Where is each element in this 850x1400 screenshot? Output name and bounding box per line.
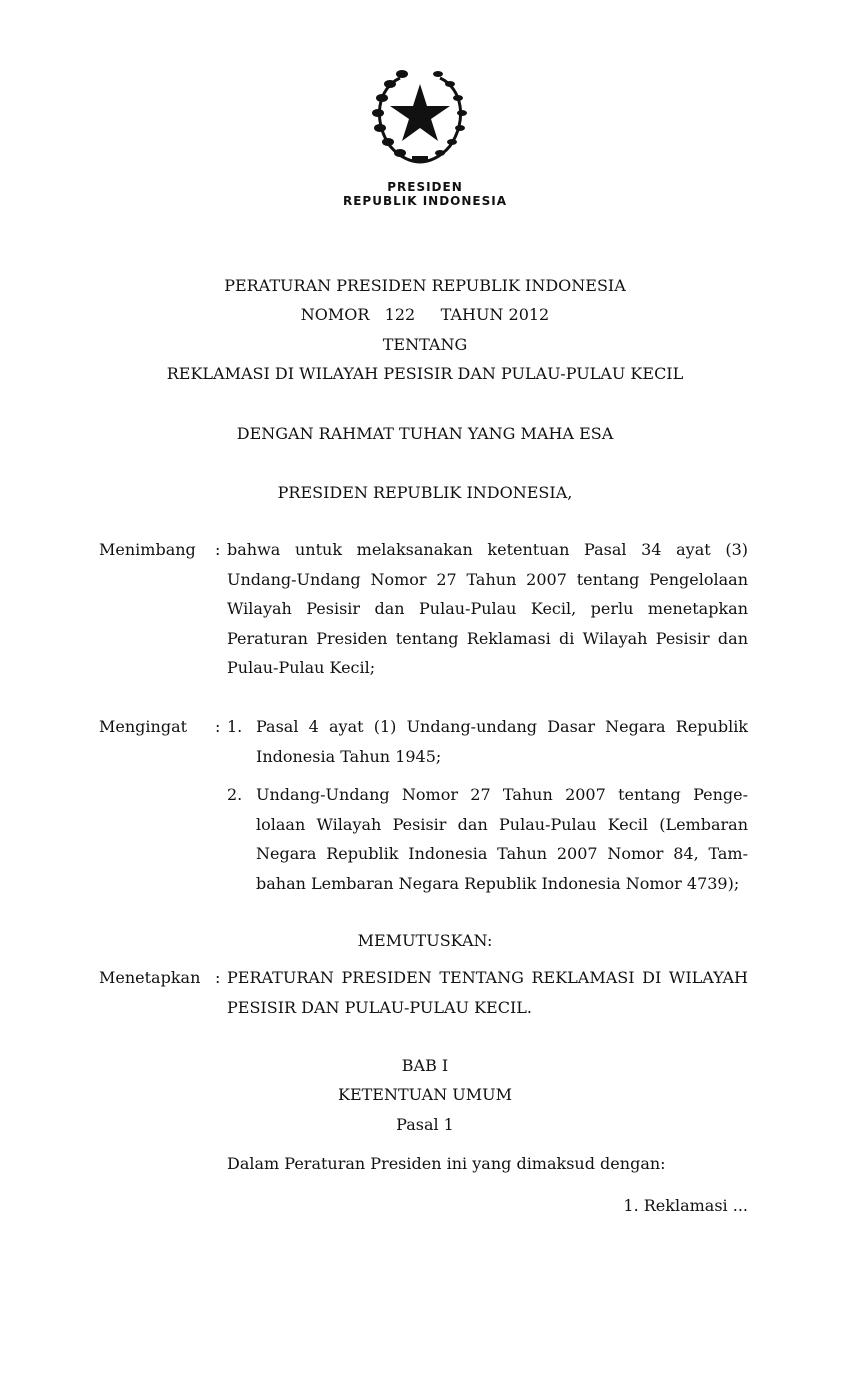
chapter-number: BAB I (401, 1056, 449, 1075)
memutuskan-heading: MEMUTUSKAN: (357, 931, 493, 950)
mengingat-colon: : (215, 717, 221, 736)
menetapkan-text: PERATURAN PRESIDEN TENTANG REKLAMASI DI WILAYAH PESISIR DAN PULAU-PULAU KECIL. (227, 968, 748, 1017)
menimbang-text: bahwa untuk melaksanakan ketentuan Pasal 34 ayat (3) Undang-Undang Nomor 27 Tahun 2007 tentang Pengelolaan Wilayah Pesisir dan Pulau-Pulau Kecil, perlu menetapkan Peraturan Presiden tentang Reklamasi di Wilayah Pesisir dan Pulau-Pulau Kecil; (227, 540, 748, 677)
mengingat-item-number: 2. (227, 785, 243, 804)
menimbang-label: Menimbang (99, 540, 196, 559)
regulation-title: PERATURAN PRESIDEN REPUBLIK INDONESIA (224, 276, 626, 295)
menimbang-colon: : (215, 540, 221, 559)
regulation-subject: REKLAMASI DI WILAYAH PESISIR DAN PULAU-PULAU KECIL (166, 364, 684, 383)
mengingat-item-text: Undang-Undang Nomor 27 Tahun 2007 tentang Penge-lolaan Wilayah Pesisir dan Pulau-Pulau Kecil (Lembaran Negara Republik Indonesia Tahun 2007 Nomor 84, Tam-bahan Lembaran Negara Republik Indonesia Nomor 4739); (256, 785, 748, 893)
mengingat-label: Mengingat (99, 717, 188, 736)
president-line: PRESIDEN REPUBLIK INDONESIA, (277, 483, 573, 502)
page-continuation: 1. Reklamasi ... (623, 1196, 748, 1215)
emblem-caption-line1: PRESIDEN (387, 180, 463, 194)
menetapkan-colon: : (215, 968, 221, 987)
chapter-title: KETENTUAN UMUM (337, 1085, 513, 1104)
regulation-tentang: TENTANG (382, 335, 468, 354)
menetapkan-label: Menetapkan (99, 968, 201, 987)
article-heading: Pasal 1 (396, 1115, 454, 1134)
emblem-caption-line2: REPUBLIK INDONESIA (342, 194, 507, 208)
mengingat-item-number: 1. (227, 717, 243, 736)
garuda-star-emblem-icon (360, 58, 480, 168)
article-intro: Dalam Peraturan Presiden ini yang dimaksud dengan: (227, 1154, 666, 1173)
regulation-number: NOMOR 122 TAHUN 2012 (300, 305, 550, 324)
blessing-line: DENGAN RAHMAT TUHAN YANG MAHA ESA (236, 424, 614, 443)
mengingat-item-text: Pasal 4 ayat (1) Undang-undang Dasar Negara Republik Indonesia Tahun 1945; (256, 717, 748, 766)
